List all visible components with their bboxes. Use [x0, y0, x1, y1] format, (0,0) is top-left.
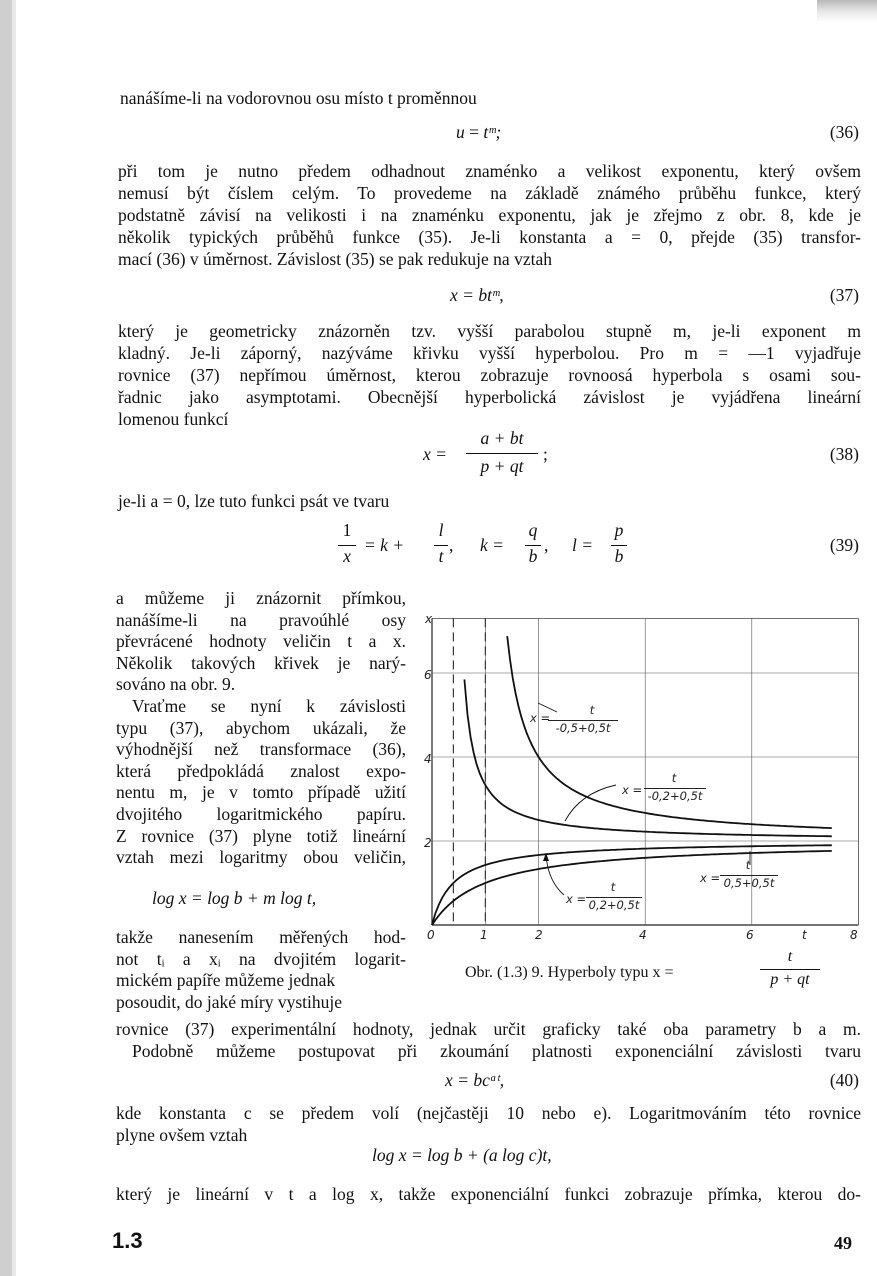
paragraph-1-line: nemusí být číslem celým. To provedeme na základě známého průběhu funkce, který [118, 183, 861, 203]
left-column-line: takže nanesením měřených hod- [116, 927, 406, 947]
paragraph-1-line: podstatně závisí na velikosti i na znaménku exponentu, jak je zřejmo z obr. 8, kde je [118, 205, 861, 225]
x-tick-label: 6 [746, 928, 754, 942]
curve-label-3-den: 0,5+0,5t [720, 875, 778, 890]
page-number: 49 [834, 1233, 852, 1253]
je-li-line: je-li a = 0, lze tuto funkci psát ve tvaru [118, 491, 390, 511]
last-line: který je lineární v t a log x, takže exponenciální funkci zobrazuje přímka, kterou do- [116, 1184, 861, 1204]
eq38-lhs-text: x = [423, 444, 447, 464]
left-column-text-2 [116, 927, 406, 1013]
left-column-line: dvojitého logaritmického papíru. [116, 803, 406, 824]
left-column-line: nentu m, je v tomto případě užití [116, 782, 406, 803]
rovnice-37-line-box [116, 1018, 861, 1062]
equation-40: x = bcᵃᵗ, [445, 1070, 505, 1090]
left-column-line: výhodnější než transformace (36), [116, 739, 406, 760]
paragraph-2-line: kladný. Je-li záporný, nazýváme křivku vyšší hyperbolou. Pro m = —1 vyjadřuje [118, 343, 861, 363]
curve-label-2-num: t [671, 771, 677, 785]
eq39-frac2-den: t [438, 546, 444, 566]
paragraph-2-line: který je geometricky znázorněn tzv. vyšší parabolou stupně m, je-li exponent m [118, 321, 861, 341]
intro-line: nanášíme-li na vodorovnou osu místo t proměnnou [120, 88, 477, 108]
paragraph-2 [118, 320, 861, 430]
left-column-line: která předpokládá znalost expo- [116, 760, 406, 781]
equation-log-1: log x = log b + m log t, [152, 888, 317, 908]
rovnice-37-line: rovnice (37) experimentální hodnoty, jednak určit graficky také oba parametry b a m. [116, 1019, 861, 1039]
equation-40-number: (40) [829, 1070, 859, 1090]
page-binding-edge [12, 0, 16, 1276]
left-column-line: sováno na obr. 9. [116, 674, 236, 695]
equation-36-number: (36) [829, 122, 859, 142]
curve-label-4-den: 0,2+0,5t [586, 897, 642, 912]
left-column-line: a můžeme ji znázornit přímkou, [116, 588, 406, 608]
curve-label-3-lhs: x = [700, 871, 721, 885]
left-column-line: Z rovnice (37) plyne totiž lineární [116, 825, 406, 846]
paragraph-2-line: lomenou funkcí [118, 409, 229, 429]
y-tick-label: 6 [424, 668, 432, 682]
equation-log-2: log x = log b + (a log c)t, [372, 1145, 552, 1165]
equation-37: x = btᵐ, [450, 285, 504, 305]
eq39-k-eq: k = [480, 535, 504, 555]
y-tick-label: 2 [424, 836, 432, 850]
podobne-line: Podobně můžeme postupovat při zkoumání platnosti exponenciální závislosti tvaru [132, 1041, 861, 1061]
paragraph-3-line: kde konstanta c se předem volí (nejčastěji 10 nebo e). Logaritmováním této rovnice [116, 1103, 861, 1123]
y-axis-label: x [425, 612, 433, 626]
equation-37-number: (37) [829, 285, 859, 305]
eq39-frac3-num: q [528, 520, 538, 540]
paragraph-1-line: mací (36) v úměrnost. Závislost (35) se pak redukuje na vztah [118, 249, 552, 269]
left-column-line: nanášíme-li na pravoúhlé osy [116, 609, 406, 630]
eq39-frac4-den: b [614, 546, 624, 566]
eq39-frac3-den: b [528, 546, 538, 566]
x-tick-label: 1 [480, 928, 488, 942]
left-column-line: typu (37), abychom ukázali, že [116, 717, 406, 738]
x-tick-label: 8 [850, 928, 858, 942]
equation-38-tail: ; [543, 444, 548, 464]
curve-label-1-num: t [589, 703, 595, 717]
left-column-line: not tᵢ a xᵢ na dvojitém logarit- [116, 948, 406, 969]
curve-label-2-den: -0,2+0,5t [644, 788, 706, 803]
equation-38-fraction-line [466, 453, 538, 454]
left-column-line: Vraťme se nyní k závislosti [132, 695, 406, 716]
caption-fraction-num: t [787, 948, 793, 965]
left-column-line: vztah mezi logaritmy obou veličin, [116, 847, 406, 868]
left-column-line: Několik takových křivek je narý- [116, 652, 406, 673]
paragraph-3 [116, 1102, 861, 1146]
paragraph-2-line: rovnice (37) nepřímou úměrnost, kterou zobrazuje rovnoosá hyperbola s osami sou- [118, 365, 861, 385]
eq39-middle: = k + [364, 535, 405, 555]
left-column-line: posoudit, do jaké míry vystihuje [116, 991, 343, 1012]
equation-38-lhs [423, 444, 447, 465]
equation-38-numerator: a + bt [480, 428, 524, 448]
eq36-rhs: tᵐ; [483, 122, 502, 142]
hyperbola-chart [420, 585, 870, 945]
left-column-text [116, 588, 406, 869]
equation-39-number: (39) [829, 535, 859, 555]
left-column-line: převrácené hodnoty veličin t a x. [116, 631, 406, 652]
x-axis-label: t [802, 928, 807, 942]
curve-label-1-lhs: x = [530, 711, 551, 725]
eq39-frac1-den: x [343, 546, 351, 566]
equation-38-number: (38) [829, 444, 859, 464]
left-column-line: mickém papíře můžeme jednak [116, 970, 336, 991]
x-tick-label: 2 [535, 928, 543, 942]
curve-label-3-num: t [745, 858, 751, 872]
eq39-comma2: , [544, 535, 549, 555]
curve-label-4-lhs: x = [566, 892, 587, 906]
caption-fraction-den: p + qt [770, 971, 810, 988]
eq36-lhs: u [456, 122, 465, 142]
section-number: 1.3 [112, 1228, 143, 1253]
page-binding-shadow [0, 0, 12, 1276]
equation-38-denominator: p + qt [480, 456, 524, 476]
eq39-comma1: , [449, 535, 454, 555]
eq39-l-eq: l = [572, 535, 594, 555]
caption-fraction-line [760, 969, 820, 970]
eq39-frac1-num: 1 [342, 520, 352, 540]
paragraph-3-line: plyne ovšem vztah [116, 1125, 248, 1145]
paragraph-1-line: při tom je nutno předem odhadnout znaménko a velikost exponentu, který ovšem [118, 161, 861, 181]
y-tick-label: 4 [424, 752, 432, 766]
x-tick-label: 0 [427, 928, 435, 942]
curve-label-2-lhs: x = [622, 783, 643, 797]
eq39-frac2-num: l [438, 520, 444, 540]
x-tick-label: 4 [639, 928, 647, 942]
paragraph-1 [118, 160, 861, 270]
figure-caption: Obr. (1.3) 9. Hyperboly typu x = [465, 964, 674, 981]
eq39-frac4-num: p [614, 520, 624, 540]
equation-36: u = tᵐ; [456, 122, 502, 142]
last-line-box [116, 1183, 861, 1205]
curve-label-1-den: -0,5+0,5t [548, 720, 618, 735]
curve-label-4-num: t [610, 880, 616, 894]
paragraph-2-line: řadnic jako asymptotami. Obecnější hyperbolická závislost je vyjádřena lineární [118, 387, 861, 407]
paragraph-1-line: několik typických průběhů funkce (35). Je-li konstanta a = 0, přejde (35) transfor- [118, 227, 861, 247]
page-corner-shadow [817, 0, 877, 22]
